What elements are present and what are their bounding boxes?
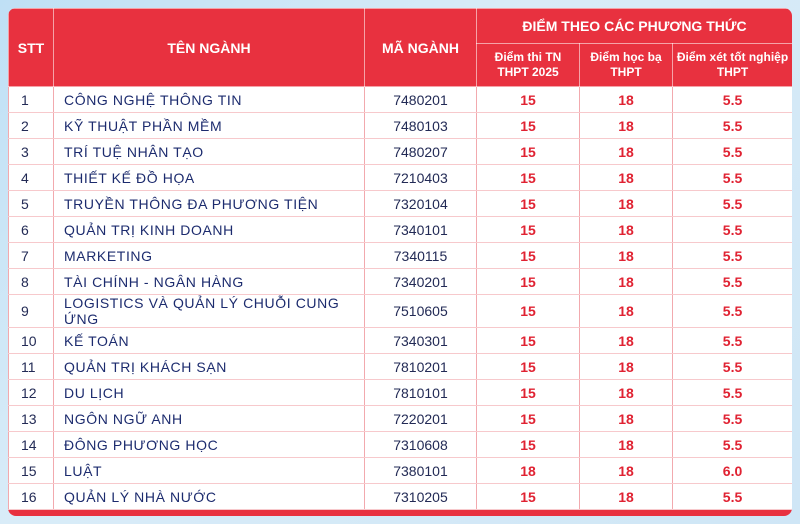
table-row — [9, 295, 793, 328]
admission-scores-table-card — [8, 8, 792, 516]
row-stt: 13 — [9, 406, 54, 432]
row-major-code: 7340115 — [365, 243, 477, 269]
header-method-graduation — [673, 44, 793, 87]
row-score-graduation: 5.5 — [673, 139, 793, 165]
row-major-code: 7340101 — [365, 217, 477, 243]
row-stt: 11 — [9, 354, 54, 380]
table-row — [9, 243, 793, 269]
row-score-exam: 15 — [477, 191, 580, 217]
header-method-exam — [477, 44, 580, 87]
row-major-code: 7220201 — [365, 406, 477, 432]
row-score-graduation: 5.5 — [673, 295, 793, 328]
row-major-code: 7810201 — [365, 354, 477, 380]
row-score-graduation: 5.5 — [673, 217, 793, 243]
row-stt: 1 — [9, 87, 54, 113]
table-row — [9, 191, 793, 217]
table-row — [9, 113, 793, 139]
row-major-name: MARKETING — [54, 243, 365, 269]
header-major-name: TÊN NGÀNH — [54, 9, 365, 87]
row-score-graduation: 5.5 — [673, 243, 793, 269]
row-score-transcript: 18 — [580, 139, 673, 165]
row-score-graduation: 5.5 — [673, 380, 793, 406]
row-score-transcript: 18 — [580, 458, 673, 484]
row-score-transcript: 18 — [580, 354, 673, 380]
row-stt: 2 — [9, 113, 54, 139]
row-stt: 7 — [9, 243, 54, 269]
row-stt: 9 — [9, 295, 54, 328]
row-stt: 14 — [9, 432, 54, 458]
row-score-transcript: 18 — [580, 191, 673, 217]
table-row — [9, 217, 793, 243]
row-major-code: 7310608 — [365, 432, 477, 458]
row-score-exam: 15 — [477, 295, 580, 328]
table-row — [9, 165, 793, 191]
table-row — [9, 354, 793, 380]
row-stt: 5 — [9, 191, 54, 217]
row-stt: 3 — [9, 139, 54, 165]
header-method-transcript-line1: Điểm học bạ — [590, 50, 662, 64]
row-major-name: ĐÔNG PHƯƠNG HỌC — [54, 432, 365, 458]
row-major-name: QUẢN TRỊ KHÁCH SẠN — [54, 354, 365, 380]
row-score-graduation: 5.5 — [673, 165, 793, 191]
admission-scores-table — [8, 8, 792, 510]
table-row — [9, 406, 793, 432]
row-score-exam: 15 — [477, 243, 580, 269]
row-major-code: 7480207 — [365, 139, 477, 165]
row-score-exam: 15 — [477, 354, 580, 380]
row-major-name: LOGISTICS VÀ QUẢN LÝ CHUỖI CUNG ỨNG — [54, 295, 365, 328]
row-score-exam: 15 — [477, 217, 580, 243]
row-score-transcript: 18 — [580, 217, 673, 243]
row-major-name: QUẢN TRỊ KINH DOANH — [54, 217, 365, 243]
row-score-transcript: 18 — [580, 165, 673, 191]
row-score-graduation: 5.5 — [673, 406, 793, 432]
header-method-transcript-line2: THPT — [610, 65, 642, 79]
row-score-graduation: 6.0 — [673, 458, 793, 484]
row-score-transcript: 18 — [580, 328, 673, 354]
table-row — [9, 328, 793, 354]
table-row — [9, 484, 793, 510]
row-score-transcript: 18 — [580, 432, 673, 458]
row-major-name: TRÍ TUỆ NHÂN TẠO — [54, 139, 365, 165]
row-major-name: TRUYỀN THÔNG ĐA PHƯƠNG TIỆN — [54, 191, 365, 217]
row-score-exam: 15 — [477, 113, 580, 139]
header-method-exam-line2: THPT 2025 — [497, 65, 559, 79]
row-score-transcript: 18 — [580, 295, 673, 328]
row-stt: 10 — [9, 328, 54, 354]
row-score-graduation: 5.5 — [673, 191, 793, 217]
row-major-name: QUẢN LÝ NHÀ NƯỚC — [54, 484, 365, 510]
row-score-graduation: 5.5 — [673, 328, 793, 354]
table-row — [9, 458, 793, 484]
row-major-code: 7510605 — [365, 295, 477, 328]
header-method-exam-line1: Điểm thi TN — [494, 50, 562, 64]
row-score-exam: 15 — [477, 87, 580, 113]
row-major-name: KẾ TOÁN — [54, 328, 365, 354]
row-major-code: 7480201 — [365, 87, 477, 113]
row-major-code: 7320104 — [365, 191, 477, 217]
row-major-code: 7340201 — [365, 269, 477, 295]
row-score-exam: 15 — [477, 380, 580, 406]
header-methods-group: ĐIỂM THEO CÁC PHƯƠNG THỨC — [477, 9, 793, 44]
row-score-transcript: 18 — [580, 113, 673, 139]
row-score-exam: 15 — [477, 139, 580, 165]
row-major-name: LUẬT — [54, 458, 365, 484]
table-row — [9, 432, 793, 458]
header-major-code: MÃ NGÀNH — [365, 9, 477, 87]
row-score-exam: 15 — [477, 406, 580, 432]
row-score-exam: 15 — [477, 328, 580, 354]
row-score-transcript: 18 — [580, 380, 673, 406]
row-score-graduation: 5.5 — [673, 354, 793, 380]
row-stt: 15 — [9, 458, 54, 484]
table-row — [9, 139, 793, 165]
header-stt: STT — [9, 9, 54, 87]
row-stt: 6 — [9, 217, 54, 243]
row-stt: 8 — [9, 269, 54, 295]
row-stt: 4 — [9, 165, 54, 191]
header-method-transcript — [580, 44, 673, 87]
row-major-name: CÔNG NGHỆ THÔNG TIN — [54, 87, 365, 113]
row-major-name: THIẾT KẾ ĐỒ HỌA — [54, 165, 365, 191]
row-score-transcript: 18 — [580, 269, 673, 295]
header-method-graduation-line2: THPT — [716, 65, 749, 79]
row-score-transcript: 18 — [580, 87, 673, 113]
table-row — [9, 87, 793, 113]
row-score-transcript: 18 — [580, 243, 673, 269]
row-score-graduation: 5.5 — [673, 484, 793, 510]
row-score-graduation: 5.5 — [673, 113, 793, 139]
row-score-graduation: 5.5 — [673, 269, 793, 295]
row-major-code: 7310205 — [365, 484, 477, 510]
row-major-code: 7380101 — [365, 458, 477, 484]
row-score-transcript: 18 — [580, 406, 673, 432]
row-major-code: 7340301 — [365, 328, 477, 354]
row-score-transcript: 18 — [580, 484, 673, 510]
row-major-name: NGÔN NGỮ ANH — [54, 406, 365, 432]
table-row — [9, 380, 793, 406]
row-major-name: TÀI CHÍNH - NGÂN HÀNG — [54, 269, 365, 295]
header-method-graduation-line1: Điểm xét tốt nghiệp — [676, 50, 789, 64]
row-major-name: DU LỊCH — [54, 380, 365, 406]
row-score-exam: 15 — [477, 165, 580, 191]
row-stt: 16 — [9, 484, 54, 510]
row-score-graduation: 5.5 — [673, 87, 793, 113]
row-score-exam: 15 — [477, 484, 580, 510]
row-score-graduation: 5.5 — [673, 432, 793, 458]
table-row — [9, 269, 793, 295]
row-major-code: 7480103 — [365, 113, 477, 139]
row-major-code: 7210403 — [365, 165, 477, 191]
row-major-code: 7810101 — [365, 380, 477, 406]
row-score-exam: 15 — [477, 432, 580, 458]
row-stt: 12 — [9, 380, 54, 406]
row-score-exam: 18 — [477, 458, 580, 484]
row-score-exam: 15 — [477, 269, 580, 295]
row-major-name: KỸ THUẬT PHẦN MỀM — [54, 113, 365, 139]
